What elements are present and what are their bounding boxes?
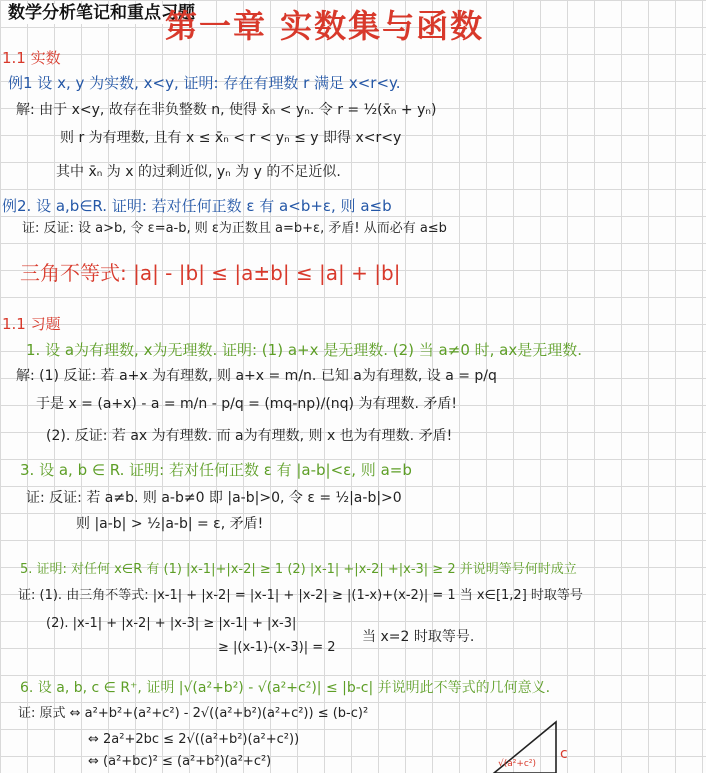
exercise-5-statement: 5. 证明: 对任何 x∈R 有 (1) |x-1|+|x-2| ≥ 1 (2) |x-1| +|x-2| +|x-3| ≥ 2 并说明等号何时成立 bbox=[20, 562, 577, 577]
triangle-inequality: 三角不等式: |a| - |b| ≤ |a±b| ≤ |a| + |b| bbox=[20, 261, 401, 285]
exercise-6-proof-line-3: ⇔ (a²+bc)² ≤ (a²+b²)(a²+c²) bbox=[88, 754, 272, 769]
document-title: 数学分析笔记和重点习题 bbox=[8, 3, 195, 23]
exercise-1-proof-line-2: 于是 x = (a+x) - a = m/n - p/q = (mq-np)/(nq) 为有理数. 矛盾! bbox=[36, 396, 457, 412]
exercise-6-proof-line-1: 证: 原式 ⇔ a²+b²+(a²+c²) - 2√((a²+b²)(a²+c²)) ≤ (b-c)² bbox=[18, 706, 369, 721]
example-1-solution-line-3: 其中 x̄ₙ 为 x 的过剩近似, yₙ 为 y 的不足近似. bbox=[56, 164, 341, 180]
example-2-statement: 例2. 设 a,b∈R. 证明: 若对任何正数 ε 有 a<b+ε, 则 a≤b bbox=[2, 197, 392, 215]
exercise-6-proof-line-2: ⇔ 2a²+2bc ≤ 2√((a²+b²)(a²+c²)) bbox=[88, 732, 300, 747]
example-1-solution-line-1: 解: 由于 x<y, 故存在非负整数 n, 使得 x̄ₙ < yₙ. 令 r = ½(x̄ₙ + yₙ) bbox=[16, 102, 437, 118]
section-heading-real-numbers: 1.1 实数 bbox=[2, 49, 61, 67]
exercise-3-statement: 3. 设 a, b ∈ R. 证明: 若对任何正数 ε 有 |a-b|<ε, 则 a=b bbox=[20, 461, 412, 479]
triangle-label-c: c bbox=[560, 746, 568, 762]
example-2-proof: 证: 反证: 设 a>b, 令 ε=a-b, 则 ε为正数且 a=b+ε, 矛盾! 从而必有 a≤b bbox=[22, 221, 447, 236]
exercise-5-equality-note: 当 x=2 时取等号. bbox=[362, 629, 475, 645]
triangle-label-hypotenuse: √(a²+c²) bbox=[498, 759, 536, 769]
exercise-5-proof-line-2: (2). |x-1| + |x-2| + |x-3| ≥ |x-1| + |x-3| bbox=[46, 616, 297, 631]
exercise-3-proof-line-1: 证: 反证: 若 a≠b. 则 a-b≠0 即 |a-b|>0, 令 ε = ½|a-b|>0 bbox=[26, 490, 402, 506]
exercise-1-proof-line-1: 解: (1) 反证: 若 a+x 为有理数, 则 a+x = m/n. 已知 a为有理数, 设 a = p/q bbox=[16, 368, 497, 384]
exercise-1-statement: 1. 设 a为有理数, x为无理数. 证明: (1) a+x 是无理数. (2) 当 a≠0 时, ax是无理数. bbox=[26, 341, 582, 359]
exercise-1-proof-line-3: (2). 反证: 若 ax 为有理数. 而 a为有理数, 则 x 也为有理数. 矛盾! bbox=[46, 428, 453, 444]
exercise-5-proof-line-3: ≥ |(x-1)-(x-3)| = 2 bbox=[218, 640, 336, 655]
chapter-title: 第一章 实数集与函数 bbox=[165, 7, 485, 45]
example-1-statement: 例1 设 x, y 为实数, x<y, 证明: 存在有理数 r 满足 x<r<y. bbox=[8, 74, 401, 92]
exercise-6-statement: 6. 设 a, b, c ∈ R⁺, 证明 |√(a²+b²) - √(a²+c²)| ≤ |b-c| 并说明此不等式的几何意义. bbox=[20, 680, 551, 696]
example-1-solution-line-2: 则 r 为有理数, 且有 x ≤ x̄ₙ < r < yₙ ≤ y 即得 x<r<y bbox=[60, 130, 402, 146]
exercise-3-proof-line-2: 则 |a-b| > ½|a-b| = ε, 矛盾! bbox=[76, 516, 264, 532]
section-heading-exercises: 1.1 习题 bbox=[2, 315, 61, 333]
exercise-5-proof-line-1: 证: (1). 由三角不等式: |x-1| + |x-2| = |x-1| + |x-2| ≥ |(1-x)+(x-2)| = 1 当 x∈[1,2] 时取等号 bbox=[18, 588, 583, 603]
